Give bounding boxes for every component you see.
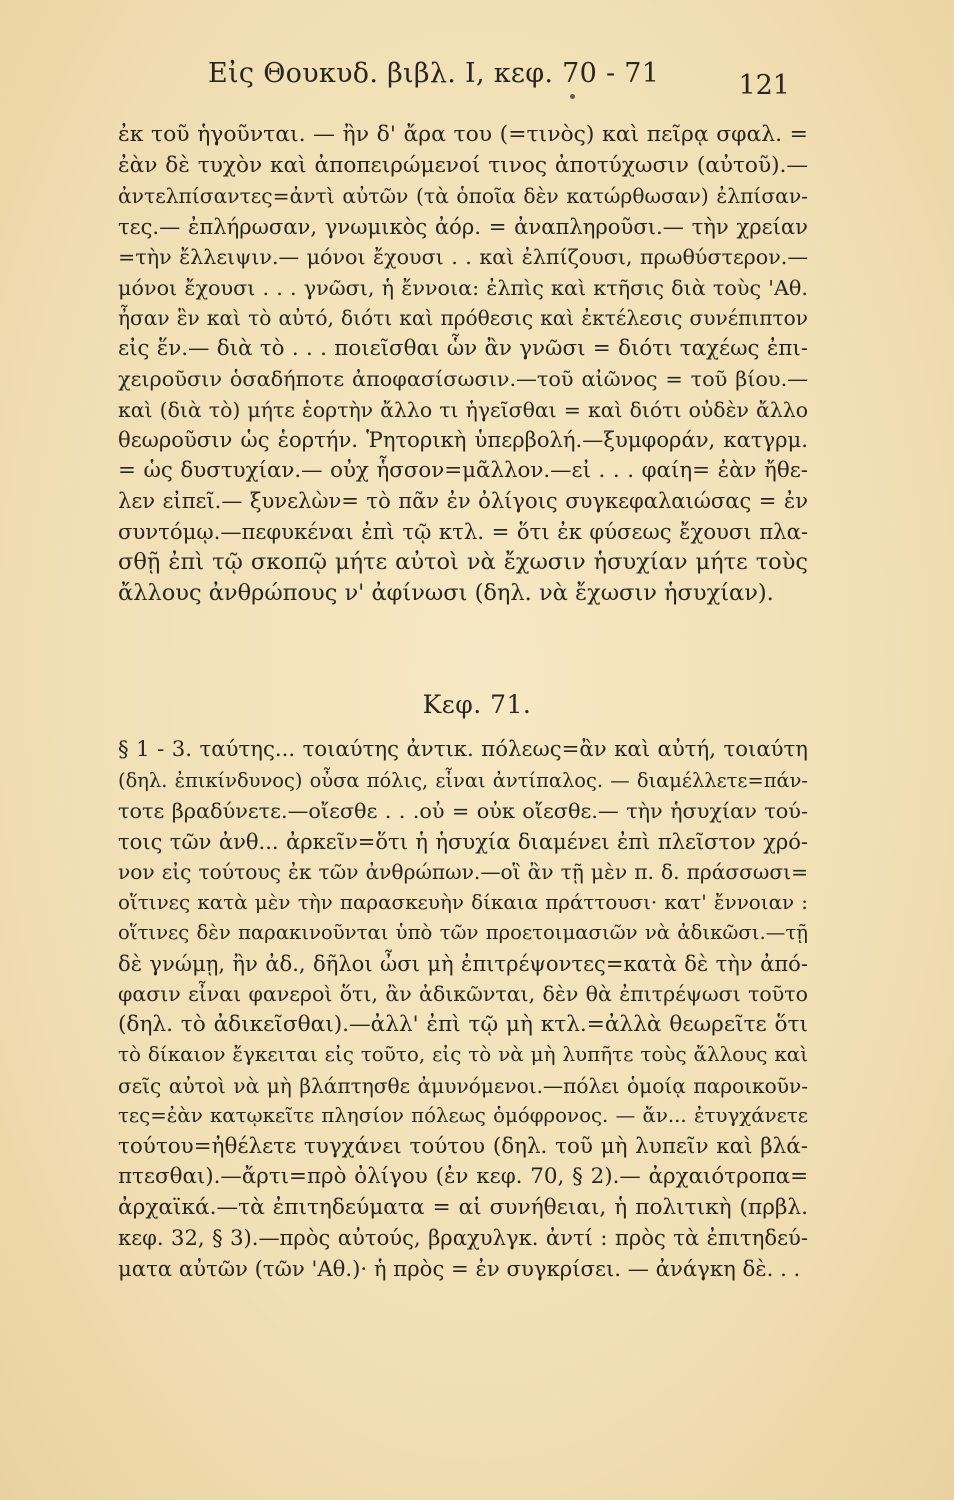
text-line: (δηλ. τὸ ἀδικεῖσθαι).—ἀλλ' ἐπὶ τῷ μὴ κτλ.=ἀλλὰ θεωρεῖτε ὅτι xyxy=(118,1011,808,1037)
text-line: τούτου=ἠθέλετε τυγχάνει τούτου (δηλ. τοῦ μὴ λυπεῖν καὶ βλά- xyxy=(118,1133,808,1159)
text-line: (δηλ. ἐπικίνδυνος) οὖσα πόλις, εἶναι ἀντίπαλος. — διαμέλλετε=πάν- xyxy=(118,768,808,792)
ink-dot xyxy=(570,94,575,99)
page-number: 121 xyxy=(738,70,790,101)
text-line: λεν εἰπεῖ.— ξυνελὼν= τὸ πᾶν ἐν ὀλίγοις συγκεφαλαιώσας = ἐν xyxy=(118,488,808,513)
text-line: ματα αὐτῶν (τῶν 'Αθ.)· ἡ πρὸς = ἐν συγκρίσει. — ἀνάγκη δὲ. . . xyxy=(118,1255,801,1281)
text-line: τες.— ἐπλήρωσαν, γνωμικὸς ἀόρ. = ἀναπληροῦσι.— τὴν χρείαν xyxy=(118,213,808,239)
text-line: ἀντελπίσαντες=ἀντὶ αὐτῶν (τὰ ὁποῖα δὲν κατώρθωσαν) ἐλπίσαν- xyxy=(118,184,808,208)
text-line: ἐκ τοῦ ἡγοῦνται. — ἢν δ' ἄρα του (=τινὸς) καὶ πεῖρᾳ σφαλ. = xyxy=(118,122,808,147)
text-line: εἰς ἕν.— διὰ τὸ . . . ποιεῖσθαι ὧν ἂν γνῶσι = διότι ταχέως ἐπι- xyxy=(118,335,808,361)
text-line: μόνοι ἔχουσι . . . γνῶσι, ἡ ἔννοια: ἐλπὶς καὶ κτῆσις διὰ τοὺς 'Αθ. xyxy=(118,275,808,300)
text-line: δὲ γνώμῃ, ἢν ἀδ., δῆλοι ὦσι μὴ ἐπιτρέψοντες=κατὰ δὲ τὴν ἀπό- xyxy=(118,950,808,976)
text-line: § 1 - 3. ταύτης... τοιαύτης ἀντικ. πόλεως=ἂν καὶ αὐτή, τοιαύτη xyxy=(118,737,808,762)
page-header xyxy=(0,58,954,101)
text-line: οἵτινες δὲν παρακινοῦνται ὑπὸ τῶν προετοιμασιῶν νὰ ἀδικῶσι.—τῇ xyxy=(118,921,808,944)
text-line: οἵτινες κατὰ μὲν τὴν παρασκευὴν δίκαια πράττουσι· κατ' ἔννοιαν : xyxy=(118,890,808,914)
running-title: Εἰς Θουκυδ. βιβλ. Ι, κεφ. 70 - 71 xyxy=(208,58,660,89)
text-line: χειροῦσιν ὁσαδήποτε ἀποφασίσωσιν.—τοῦ αἰῶνος = τοῦ βίου.— xyxy=(118,367,808,391)
text-line: τοις τῶν ἀνθ... ἀρκεῖν=ὅτι ἡ ἡσυχία διαμένει ἐπὶ πλεῖστον χρό- xyxy=(118,828,808,854)
text-line: τες=ἐὰν κατῳκεῖτε πλησίον πόλεως ὁμόφρονος. — ἄν... ἐτυγχάνετε xyxy=(118,1104,808,1127)
text-line: τοτε βραδύνετε.—οἴεσθε . . .οὐ = οὐκ οἴεσθε.— τὴν ἡσυχίαν τού- xyxy=(118,799,808,823)
text-line: συντόμῳ.—πεφυκέναι ἐπὶ τῷ κτλ. = ὅτι ἐκ φύσεως ἔχουσι πλα- xyxy=(118,518,808,544)
text-line: κεφ. 32, § 3).—πρὸς αὐτούς, βραχυλγκ. ἀντί : πρὸς τὰ ἐπιτηδεύ- xyxy=(118,1225,808,1250)
text-line: τὸ δίκαιον ἔγκειται εἰς τοῦτο, εἰς τὸ νὰ μὴ λυπῆτε τοὺς ἄλλους καὶ xyxy=(118,1043,808,1066)
text-line: ἄλλους ἀνθρώπους ν' ἀφίνωσι (δηλ. νὰ ἔχωσιν ἡσυχίαν). xyxy=(118,579,774,606)
commentary-chapter-70 xyxy=(118,120,808,608)
text-line: θεωροῦσιν ὡς ἑορτήν. Ῥητορικὴ ὑπερβολή.—ξυμφοράν, κατγρμ. xyxy=(118,427,808,452)
text-line: καὶ (διὰ τὸ) μήτε ἑορτὴν ἄλλο τι ἡγεῖσθαι = καὶ διότι οὐδὲν ἄλλο xyxy=(118,397,808,422)
text-line: ἐὰν δὲ τυχὸν καὶ ἀποπειρώμενοί τινος ἀποτύχωσιν (αὐτοῦ).— xyxy=(118,152,808,178)
text-line: = ὡς δυστυχίαν.— οὐχ ἧσσον=μᾶλλον.—εἰ . . . φαίη= ἐὰν ἤθε- xyxy=(118,457,808,483)
text-line: σθῇ ἐπὶ τῷ σκοπῷ μήτε αὐτοὶ νὰ ἔχωσιν ἡσυχίαν μήτε τοὺς xyxy=(118,549,808,575)
commentary-chapter-71 xyxy=(118,735,808,1284)
text-line: ἀρχαϊκά.—τὰ ἐπιτηδεύματα = αἱ συνήθειαι, ἡ πολιτικὴ (πρβλ. xyxy=(118,1194,808,1220)
text-line: =τὴν ἔλλειψιν.— μόνοι ἔχουσι . . καὶ ἐλπίζουσι, πρωθύστερον.— xyxy=(118,245,808,269)
chapter-heading: Κεφ. 71. xyxy=(422,690,532,719)
text-line: σεῖς αὐτοὶ νὰ μὴ βλάπτησθε ἀμυνόμενοι.—πόλει ὁμοίᾳ παροικοῦν- xyxy=(118,1073,808,1098)
text-line: φασιν εἶναι φανεροὶ ὅτι, ἂν ἀδικῶνται, δὲν θὰ ἐπιτρέψωσι τοῦτο xyxy=(118,982,808,1006)
text-line: ἦσαν ἓν καὶ τὸ αὐτό, διότι καὶ πρόθεσις καὶ ἐκτέλεσις συνέπιπτον xyxy=(118,306,808,330)
text-line: πτεσθαι).—ἄρτι=πρὸ ὀλίγου (ἐν κεφ. 70, § 2).— ἀρχαιότροπα= xyxy=(118,1164,808,1189)
text-line: νον εἰς τούτους ἐκ τῶν ἀνθρώπων.—οἳ ἂν τῇ μὲν π. δ. πράσσωσι= xyxy=(118,860,808,884)
